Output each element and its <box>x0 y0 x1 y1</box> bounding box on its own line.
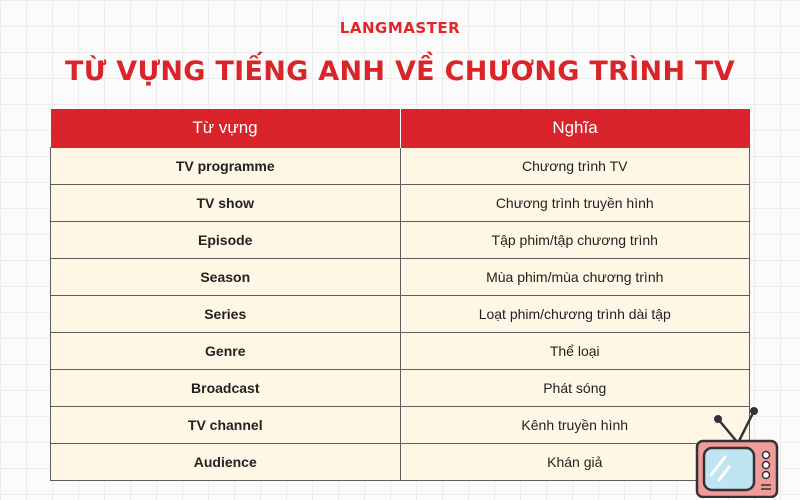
word-cell: Season <box>51 259 401 296</box>
table-row <box>51 222 750 259</box>
retro-tv-icon <box>693 405 783 498</box>
table-header-row <box>51 109 750 148</box>
word-cell: TV show <box>51 185 401 222</box>
word-cell: Episode <box>51 222 401 259</box>
table-row <box>51 444 750 481</box>
column-header-meaning: Nghĩa <box>400 109 750 148</box>
meaning-cell: Mùa phim/mùa chương trình <box>400 259 750 296</box>
brand-logo: LANGMASTER <box>339 19 461 37</box>
meaning-cell: Loạt phim/chương trình dài tập <box>400 296 750 333</box>
table-row <box>51 296 750 333</box>
meaning-cell: Chương trình truyền hình <box>400 185 750 222</box>
table-row <box>51 333 750 370</box>
word-cell: Broadcast <box>51 370 401 407</box>
column-header-word: Từ vựng <box>51 109 401 148</box>
meaning-cell: Thể loại <box>400 333 750 370</box>
meaning-cell: Tập phim/tập chương trình <box>400 222 750 259</box>
word-cell: TV channel <box>51 407 401 444</box>
table-row <box>51 185 750 222</box>
table-row <box>51 148 750 185</box>
page-title: TỪ VỰNG TIẾNG ANH VỀ CHƯƠNG TRÌNH TV <box>65 56 735 87</box>
word-cell: Series <box>51 296 401 333</box>
word-cell: Genre <box>51 333 401 370</box>
word-cell: Audience <box>51 444 401 481</box>
meaning-cell: Phát sóng <box>400 370 750 407</box>
table-row <box>51 407 750 444</box>
meaning-cell: Kênh truyền hình <box>400 407 750 444</box>
table-row <box>51 259 750 296</box>
vocabulary-table <box>50 109 750 481</box>
table-row <box>51 370 750 407</box>
meaning-cell: Khán giả <box>400 444 750 481</box>
meaning-cell: Chương trình TV <box>400 148 750 185</box>
word-cell: TV programme <box>51 148 401 185</box>
